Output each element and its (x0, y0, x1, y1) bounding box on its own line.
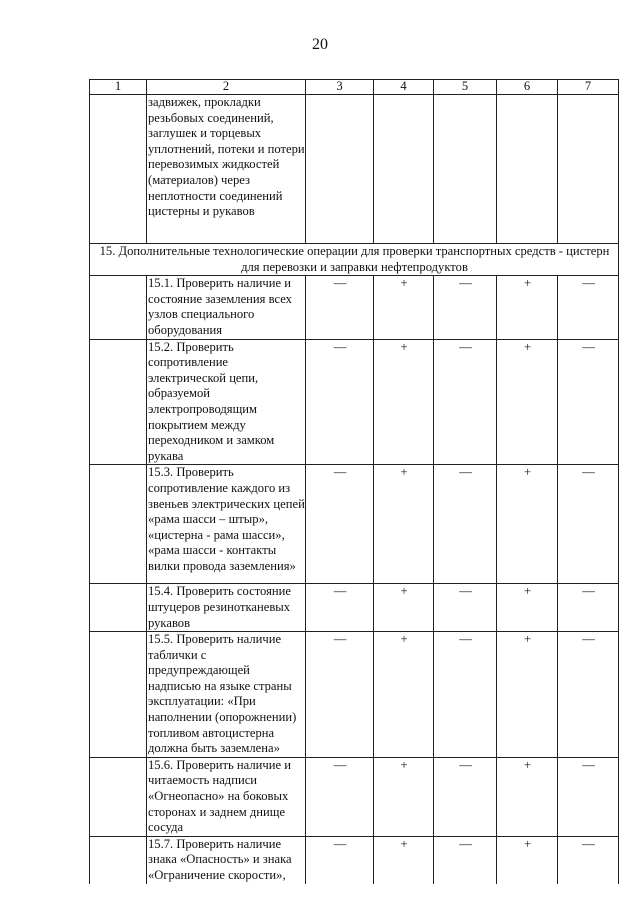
mark-col7: — (558, 276, 619, 339)
cell-number (90, 836, 147, 884)
mark-col3: — (306, 584, 374, 632)
table-row (90, 465, 619, 584)
cell-col6 (497, 95, 558, 244)
page-number: 20 (312, 36, 328, 53)
cell-number (90, 465, 147, 584)
mark-col7: — (558, 632, 619, 758)
mark-col6: + (497, 276, 558, 339)
mark-col6: + (497, 465, 558, 584)
col-header-6: 6 (497, 80, 558, 95)
mark-col3: — (306, 465, 374, 584)
mark-col5: — (434, 757, 497, 836)
mark-col4: + (374, 584, 434, 632)
col-header-4: 4 (374, 80, 434, 95)
table-row (90, 339, 619, 465)
col-header-5: 5 (434, 80, 497, 95)
mark-col5: — (434, 836, 497, 884)
cell-description: 15.6. Проверить наличие и читаемость надписи «Огнеопасно» на боковых сторонах и заднем днище сосуда (147, 757, 306, 836)
mark-col7: — (558, 836, 619, 884)
cell-col3 (306, 95, 374, 244)
cell-number (90, 276, 147, 339)
cell-description: 15.1. Проверить наличие и состояние заземления всех узлов специального оборудования (147, 276, 306, 339)
cell-number (90, 95, 147, 244)
mark-col4: + (374, 836, 434, 884)
mark-col6: + (497, 632, 558, 758)
table-row-continued (90, 95, 619, 244)
mark-col6: + (497, 757, 558, 836)
cell-description: 15.3. Проверить сопротивление каждого из звеньев электрических цепей «рама шасси – штыр», «цистерна - рама шасси», «рама шасси - контакты вилки провода заземления» (147, 465, 306, 584)
mark-col5: — (434, 339, 497, 465)
cell-number (90, 632, 147, 758)
cell-number (90, 757, 147, 836)
cell-col5 (434, 95, 497, 244)
mark-col4: + (374, 276, 434, 339)
mark-col6: + (497, 584, 558, 632)
mark-col5: — (434, 465, 497, 584)
table-row (90, 276, 619, 339)
cell-col7 (558, 95, 619, 244)
mark-col5: — (434, 276, 497, 339)
mark-col7: — (558, 584, 619, 632)
cell-description: 15.4. Проверить состояние штуцеров резинотканевых рукавов (147, 584, 306, 632)
mark-col7: — (558, 465, 619, 584)
table-row (90, 757, 619, 836)
col-header-7: 7 (558, 80, 619, 95)
mark-col5: — (434, 584, 497, 632)
mark-col3: — (306, 836, 374, 884)
section-row (90, 244, 619, 276)
col-header-3: 3 (306, 80, 374, 95)
mark-col4: + (374, 757, 434, 836)
cell-col4 (374, 95, 434, 244)
cell-description: 15.5. Проверить наличие таблички с предупреждающей надписью на языке страны эксплуатации: «При наполнении (опорожнении) топливом автоцистерна должна быть заземлена» (147, 632, 306, 758)
table-row (90, 584, 619, 632)
col-header-2: 2 (147, 80, 306, 95)
mark-col6: + (497, 339, 558, 465)
inspection-table (89, 79, 619, 884)
mark-col3: — (306, 276, 374, 339)
mark-col4: + (374, 339, 434, 465)
mark-col3: — (306, 632, 374, 758)
mark-col4: + (374, 632, 434, 758)
table-row (90, 836, 619, 884)
cell-description: 15.7. Проверить наличие знака «Опасность» и знака «Ограничение скорости», (147, 836, 306, 884)
mark-col5: — (434, 632, 497, 758)
mark-col4: + (374, 465, 434, 584)
header-row (90, 80, 619, 95)
cell-number (90, 584, 147, 632)
mark-col3: — (306, 757, 374, 836)
table-row (90, 632, 619, 758)
mark-col7: — (558, 757, 619, 836)
mark-col3: — (306, 339, 374, 465)
cell-number (90, 339, 147, 465)
cell-description: задвижек, прокладки резьбовых соединений, заглушек и торцевых уплотнений, потеки и потери перевозимых жидкостей (материалов) через неплотности соединений цистерны и рукавов (147, 95, 306, 244)
section-title: 15. Дополнительные технологические операции для проверки транспортных средств - цистерн для перевозки и заправки нефтепродуктов (90, 244, 619, 276)
col-header-1: 1 (90, 80, 147, 95)
cell-description: 15.2. Проверить сопротивление электрической цепи, образуемой электропроводящим покрытием между переходником и замком рукава (147, 339, 306, 465)
mark-col7: — (558, 339, 619, 465)
mark-col6: + (497, 836, 558, 884)
